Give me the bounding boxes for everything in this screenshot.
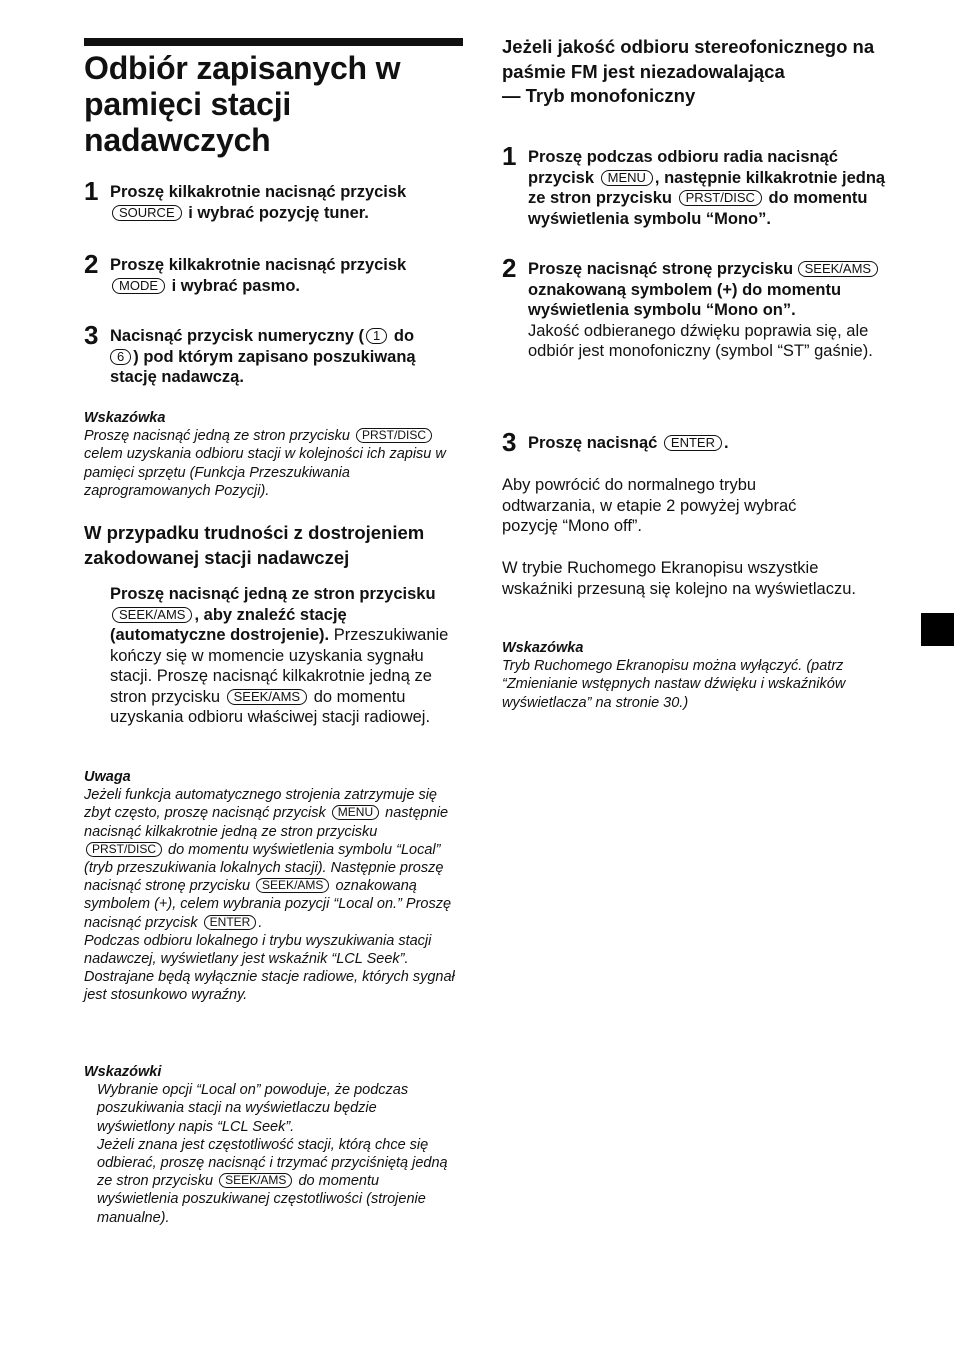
caution-text: Podczas odbioru lokalnego i trybu wyszukiwania stacji nadawczej, wyświetlany jest wskaźnik “LCL Seek”.	[84, 932, 432, 968]
step-note: Jakość odbieranego dźwięku poprawia się, ale odbiór jest monofoniczny (symbol “ST” gaśnie).	[528, 321, 873, 360]
menu-key: MENU	[601, 170, 653, 186]
title-rule	[84, 38, 463, 46]
step-text: oznakowaną symbolem (+) do momentu wyświetlenia symbolu “Mono on”.	[528, 280, 842, 319]
tips-heading: Wskazówki	[84, 1064, 162, 1080]
bold-text: , aby znaleźć stację (automatyczne dostrojenie).	[110, 605, 347, 644]
tip-box	[84, 409, 456, 500]
seek-ams-key: SEEK/AMS	[227, 689, 307, 705]
step-number: 1	[502, 141, 517, 171]
section-heading: W przypadku trudności z dostrojeniem zakodowanej stacji nadawczej	[84, 522, 425, 568]
caution-text: Dostrajane będą wyłącznie stacje radiowe, których sygnał jest stosunkowo wyraźny.	[84, 969, 455, 1004]
tips-text: Wybranie opcji “Local on” powoduje, że podczas poszukiwania stacji na wyświetlaczu będzie wyświetlony napis “LCL Seek”.	[97, 1082, 409, 1135]
enter-key: ENTER	[664, 435, 722, 451]
enter-key: ENTER	[204, 915, 257, 930]
step-number: 3	[502, 427, 517, 457]
tip-text: Tryb Ruchomego Ekranopisu można wyłączyć. (patrz “Zmienianie wstępnych nastaw dźwięku i wskaźników wyświetlacza” na stronie 30.)	[502, 658, 846, 711]
step-text: .	[723, 434, 729, 452]
source-key: SOURCE	[112, 205, 182, 221]
step-1	[84, 176, 456, 223]
step-2	[84, 249, 456, 296]
body-text: do momentu uzyskania odbioru właściwej stacji radiowej.	[110, 687, 431, 726]
step-text: do momentu wyświetlenia symbolu “Mono”.	[528, 189, 868, 228]
prst-disc-key: PRST/DISC	[356, 428, 432, 443]
section-tab-marker	[921, 613, 954, 646]
caution-heading: Uwaga	[84, 769, 131, 785]
caution-text: Jeżeli funkcja automatycznego strojenia zatrzymuje się zbyt często, proszę nacisnąć przycisk	[84, 787, 437, 822]
step-3	[502, 427, 892, 457]
step-text: do	[393, 327, 415, 345]
caution-text: następnie nacisnąć kilkakrotnie jedną ze stron przycisku	[84, 805, 449, 840]
tip-box	[502, 639, 892, 712]
tip-text: celem uzyskania odbioru stacji w kolejności ich zapisu w pamięci sprzętu (Funkcja Przeszukiwania zaprogramowanych Pozycji).	[84, 446, 446, 499]
seek-ams-key: SEEK/AMS	[219, 1173, 292, 1188]
seek-ams-key: SEEK/AMS	[112, 607, 192, 623]
seek-ams-key: SEEK/AMS	[256, 878, 329, 893]
tips-text: Jeżeli znana jest częstotliwość stacji, którą chce się odbierać, proszę nacisnąć i trzymać przyciśniętą jedną ze stron przycisku	[97, 1136, 448, 1190]
step-3	[84, 320, 456, 388]
tips-box	[84, 1063, 456, 1227]
paragraph: W trybie Ruchomego Ekranopisu wszystkie wskaźniki przesuną się kolejno na wyświetlaczu.	[502, 559, 856, 598]
num-6-key: 6	[110, 349, 131, 365]
caution-text: oznakowaną symbolem (+), celem wybrania pozycji “Local on.” Proszę nacisnąć przycisk	[84, 878, 452, 931]
tips-text: do momentu wyświetlenia poszukiwanej częstotliwości (strojenie manualne).	[97, 1173, 426, 1226]
tip-text: Proszę nacisnąć jedną ze stron przycisku	[84, 428, 350, 445]
step-number: 3	[84, 320, 99, 350]
caution-text: .	[258, 914, 263, 931]
step-text: , następnie kilkakrotnie jedną ze stron przycisku	[528, 168, 886, 207]
page-title: Odbiór zapisanych w pamięci stacji nadawczych	[84, 50, 401, 158]
tip-heading: Wskazówka	[84, 410, 166, 426]
mode-key: MODE	[112, 278, 165, 294]
bold-text: Proszę nacisnąć jedną ze stron przycisku	[110, 585, 436, 603]
paragraph: Aby powrócić do normalnego trybu odtwarzania, w etapie 2 powyżej wybrać pozycję “Mono off”.	[502, 476, 797, 535]
prst-disc-key: PRST/DISC	[679, 190, 762, 206]
section-body	[110, 584, 460, 728]
step-text: Nacisnąć przycisk numeryczny (	[110, 327, 365, 345]
step-number: 2	[502, 253, 517, 283]
step-number: 1	[84, 176, 99, 206]
step-1	[502, 141, 892, 229]
step-text: Proszę nacisnąć stronę przycisku	[528, 260, 794, 278]
step-text: Proszę nacisnąć	[528, 434, 658, 452]
caution-text: do momentu wyświetlenia symbolu “Local” (tryb przeszukiwania lokalnych stacji). Następnie proszę nacisnąć stronę przycisku	[84, 841, 444, 895]
body-text: Przeszukiwanie kończy się w momencie uzyskania sygnału stacji. Proszę nacisnąć kilkakrotnie jedną ze stron przycisku	[110, 626, 449, 706]
section-subheading: — Tryb monofoniczny	[502, 85, 696, 106]
step-text: Proszę podczas odbioru radia nacisnąć przycisk	[528, 148, 838, 187]
menu-key: MENU	[332, 805, 379, 820]
section-heading	[502, 35, 882, 109]
step-text: Proszę kilkakrotnie nacisnąć przycisk	[110, 183, 407, 201]
tip-heading: Wskazówka	[502, 640, 584, 656]
step-2	[502, 253, 892, 362]
prst-disc-key: PRST/DISC	[86, 842, 162, 857]
section-heading-text: Jeżeli jakość odbioru stereofonicznego na paśmie FM jest niezadowalająca	[502, 36, 875, 82]
step-text: ) pod którym zapisano poszukiwaną stację nadawczą.	[110, 347, 416, 386]
num-1-key: 1	[366, 328, 387, 344]
step-number: 2	[84, 249, 99, 279]
step-text: i wybrać pasmo.	[171, 276, 300, 295]
caution-box	[84, 768, 456, 1005]
step-text: Proszę kilkakrotnie nacisnąć przycisk	[110, 256, 407, 274]
seek-ams-key: SEEK/AMS	[798, 261, 878, 277]
step-text: i wybrać pozycję tuner.	[188, 203, 369, 222]
